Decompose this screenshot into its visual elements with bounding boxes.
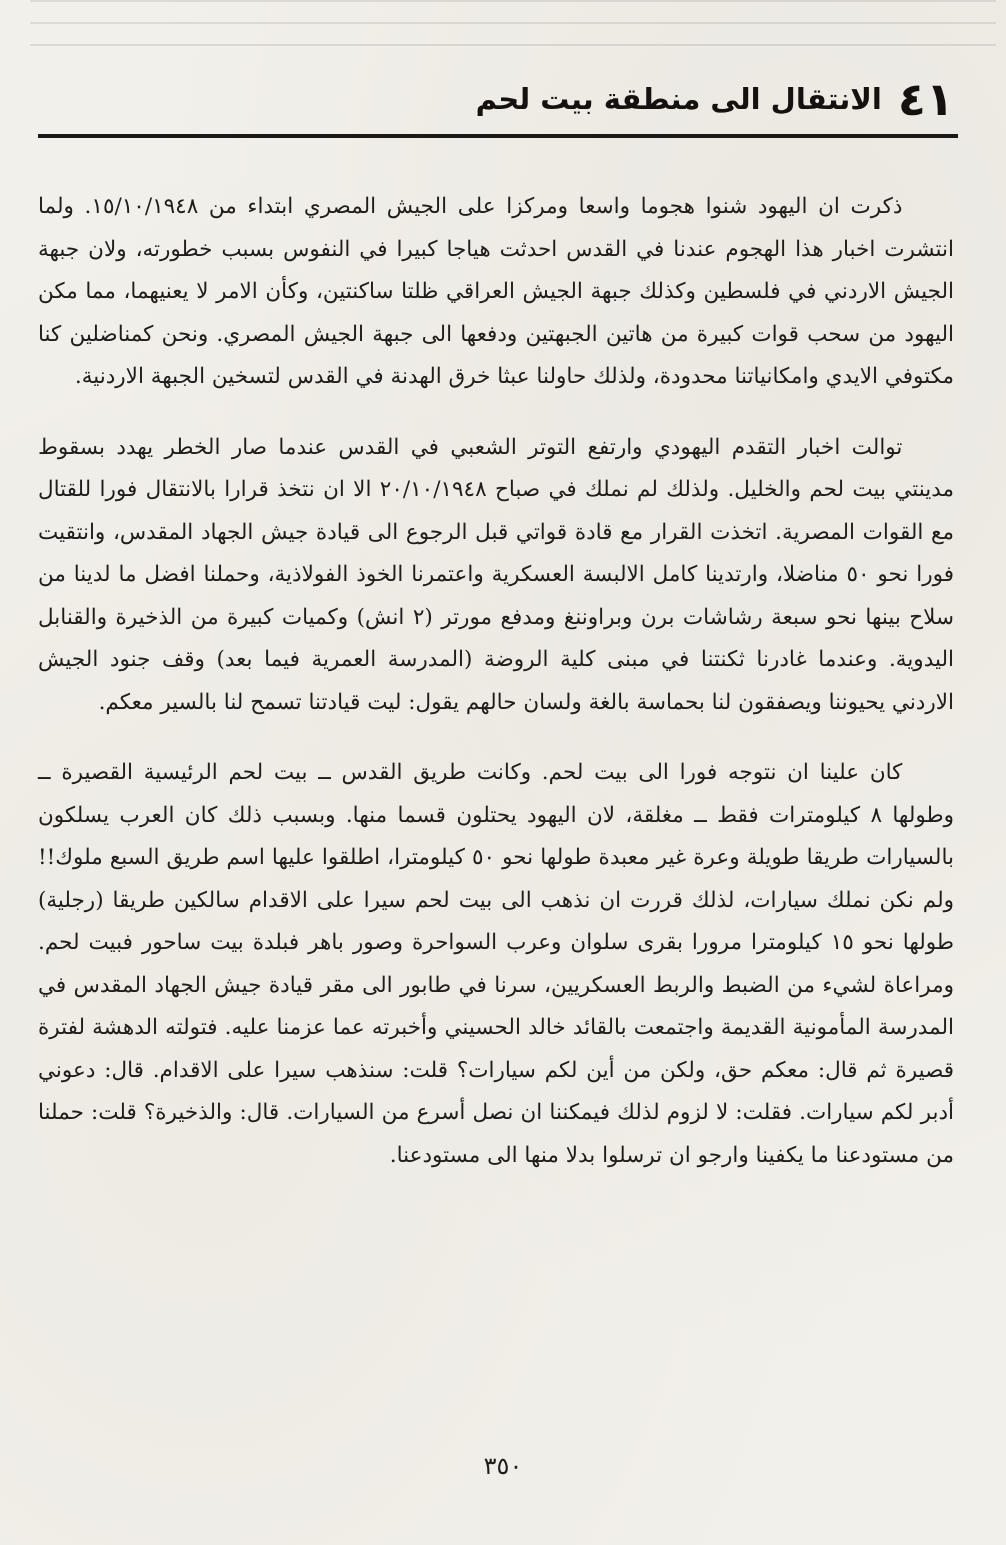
- body-text: [38, 186, 954, 1177]
- paragraph-1: ذكرت ان اليهود شنوا هجوما واسعا ومركزا على الجيش المصري ابتداء من ١٥/١٠/١٩٤٨. ولما انتشرت اخبار هذا الهجوم عندنا في القدس احدثت هياجا كبيرا في النفوس بسبب خطورته، ولان جبهة الجيش الاردني في فلسطين وكذلك جبهة الجيش العراقي ظلتا ساكنتين، وكأن الامر لا يعنيهما، مما مكن اليهود من سحب قوات كبيرة من هاتين الجبهتين ودفعها الى جبهة الجيش المصري. ونحن كمناضلين كنا مكتوفي الايدي وامكانياتنا محدودة، ولذلك حاولنا عبثا خرق الهدنة في القدس لتسخين الجبهة الاردنية.: [38, 194, 954, 389]
- page-number: ٣٥٠: [483, 1452, 523, 1480]
- paragraph-2: توالت اخبار التقدم اليهودي وارتفع التوتر الشعبي في القدس عندما صار الخطر يهدد بسقوط مدينتي بيت لحم والخليل. ولذلك لم نملك في صباح ٢٠/١٠/١٩٤٨ الا ان نتخذ قرارا بالانتقال فورا للقتال مع القوات المصرية. اتخذت القرار مع قادة قواتي قبل الرجوع الى قيادة جيش الجهاد المقدس، وانتقيت فورا نحو ٥٠ مناضلا، وارتدينا كامل الالبسة العسكرية واعتمرنا الخوذ الفولاذية، وحملنا افضل ما لدينا من سلاح بينها نحو سبعة رشاشات برن وبراوننغ ومدفع مورتر (٢ انش) وكميات كبيرة من الذخيرة والقنابل اليدوية. وعندما غادرنا ثكنتنا في مبنى كلية الروضة (المدرسة العمرية فيما بعد) وقف جنود الجيش الاردني يحيوننا ويصفقون لنا بحماسة بالغة ولسان حالهم يقول: ليت قيادتنا تسمح لنا بالسير معكم.: [38, 434, 954, 715]
- bleed-through-texture: [30, 0, 996, 60]
- paragraph-3: كان علينا ان نتوجه فورا الى بيت لحم. وكانت طريق القدس ــ بيت لحم الرئيسية القصيرة ــ وطولها ٨ كيلومترات فقط ــ مغلقة، لان اليهود يحتلون قسما منها. وبسبب ذلك كان العرب يسلكون بالسيارات طريقا طويلة وعرة غير معبدة طولها نحو ٥٠ كيلومترا، اطلقوا عليها اسم طريق السبع ملوك!! ولم نكن نملك سيارات، لذلك قررت ان نذهب الى بيت لحم سيرا على الاقدام سالكين طريقا (رجلية) طولها نحو ١٥ كيلومترا مرورا بقرى سلوان وعرب السواحرة وصور باهر فبلدة بيت ساحور فبيت لحم. ومراعاة لشيء من الضبط والربط العسكريين، سرنا في طابور الى مقر قيادة جيش الجهاد المقدس في المدرسة المأمونية القديمة واجتمعت بالقائد خالد الحسيني وأخبرته عما عزمنا عليه. فتولته الدهشة لفترة قصيرة ثم قال: معكم حق، ولكن من أين لكم سيارات؟ قلت: سنذهب سيرا على الاقدام. قال: دعوني أدبر لكم سيارات. فقلت: لا لزوم لذلك فيمكننا ان نصل أسرع من السيارات. قال: والذخيرة؟ قلت: حملنا من مستودعنا ما يكفينا وارجو ان ترسلوا بدلا منها الى مستودعنا.: [38, 760, 954, 1168]
- chapter-number: ٤١: [897, 72, 954, 126]
- header-rule: [38, 134, 958, 138]
- chapter-title: الانتقال الى منطقة بيت لحم: [475, 82, 882, 116]
- chapter-header: [48, 68, 954, 130]
